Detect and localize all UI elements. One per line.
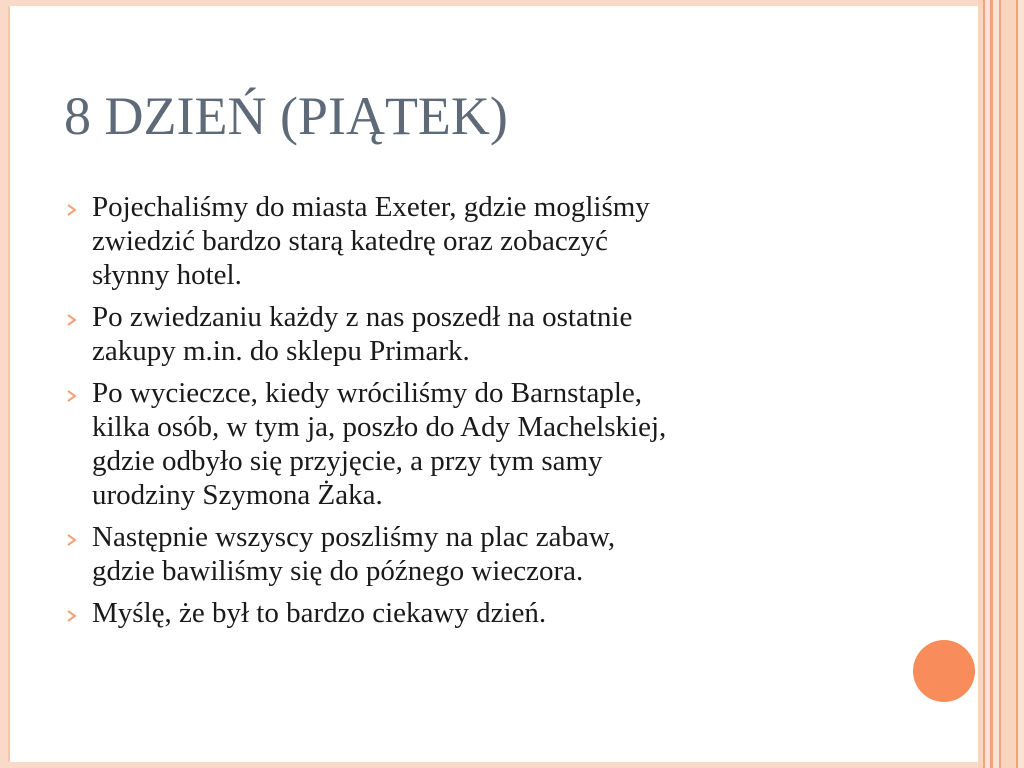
list-item	[64, 300, 864, 368]
bullet-list	[64, 190, 864, 638]
bullet-text: Pojechaliśmy do miasta Exeter, gdzie mogliśmy zwiedzić bardzo starą katedrę oraz zobaczyć słynny hotel.	[92, 191, 650, 291]
chevron-right-icon	[64, 530, 80, 550]
frame-top-border	[0, 0, 1024, 6]
bullet-text: Po zwiedzaniu każdy z nas poszedł na ostatnie zakupy m.in. do sklepu Primark.	[92, 301, 633, 367]
right-stripe	[1018, 0, 1024, 768]
list-item	[64, 520, 864, 588]
list-item	[64, 376, 864, 512]
chevron-right-icon	[64, 386, 80, 406]
bullet-text: Myślę, że był to bardzo ciekawy dzień.	[92, 597, 547, 629]
bullet-text: Następnie wszyscy poszliśmy na plac zabaw, gdzie bawiliśmy się do późnego wieczora.	[92, 521, 616, 587]
accent-circle	[913, 640, 975, 702]
chevron-right-icon	[64, 606, 80, 626]
frame-bottom-border	[0, 762, 1024, 768]
slide-title: 8 DZIEŃ (PIĄTEK)	[64, 86, 508, 146]
list-item	[64, 596, 864, 630]
right-stripe	[1001, 0, 1016, 768]
frame-inner-left-line	[8, 6, 10, 762]
bullet-text: Po wycieczce, kiedy wróciliśmy do Barnstaple, kilka osób, w tym ja, poszło do Ady Machelskiej, gdzie odbyło się przyjęcie, a przy tym samy urodziny Szymona Żaka.	[92, 377, 667, 511]
list-item	[64, 190, 864, 292]
frame-left-border	[0, 0, 8, 768]
chevron-right-icon	[64, 200, 80, 220]
chevron-right-icon	[64, 310, 80, 330]
